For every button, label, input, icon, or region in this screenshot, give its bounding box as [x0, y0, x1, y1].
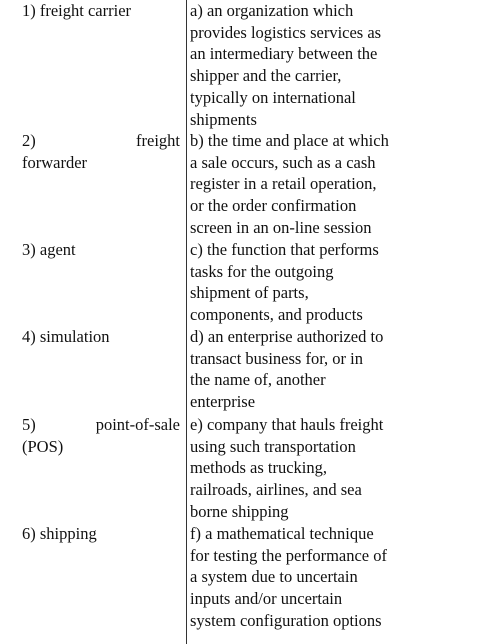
term-cell [22, 130, 180, 173]
term-number: 5) [22, 415, 36, 434]
term-first-line [22, 130, 180, 152]
definition-cell: b) the time and place at which a sale occurs, such as a cash register in a retail operation, or the order confirmation screen in an on-line session [190, 131, 389, 237]
definition-cell: e) company that hauls freight using such transportation methods as trucking, railroads, airlines, and sea borne shipping [190, 415, 384, 521]
term-cell [22, 326, 180, 348]
term-word: point-of-sale [95, 415, 180, 434]
definition-cell: f) a mathematical technique for testing the performance of a system due to uncertain inputs and/or uncertain system configuration options [190, 524, 388, 630]
term-cell [22, 414, 180, 457]
term-text: 1) freight carrier [22, 1, 132, 20]
term-cell [22, 239, 180, 261]
term-text: 6) shipping [22, 524, 97, 543]
term-text: 4) simulation [22, 327, 110, 346]
term-cell [22, 0, 180, 22]
definition-cell: c) the function that performs tasks for the outgoing shipment of parts, components, and products [190, 240, 379, 325]
term-first-line [22, 414, 180, 436]
definition-cell: a) an organization which provides logistics services as an intermediary between the shipper and the carrier, typically on international shipments [190, 1, 382, 129]
term-cell [22, 523, 180, 545]
term-continuation: forwarder [22, 152, 88, 172]
definition-cell: d) an enterprise authorized to transact business for, or in the name of, another enterprise [190, 327, 384, 412]
term-text: 3) agent [22, 240, 76, 259]
column-divider [186, 0, 187, 644]
term-continuation: (POS) [22, 436, 64, 456]
term-number: 2) [22, 131, 36, 150]
term-word: freight [136, 131, 180, 150]
